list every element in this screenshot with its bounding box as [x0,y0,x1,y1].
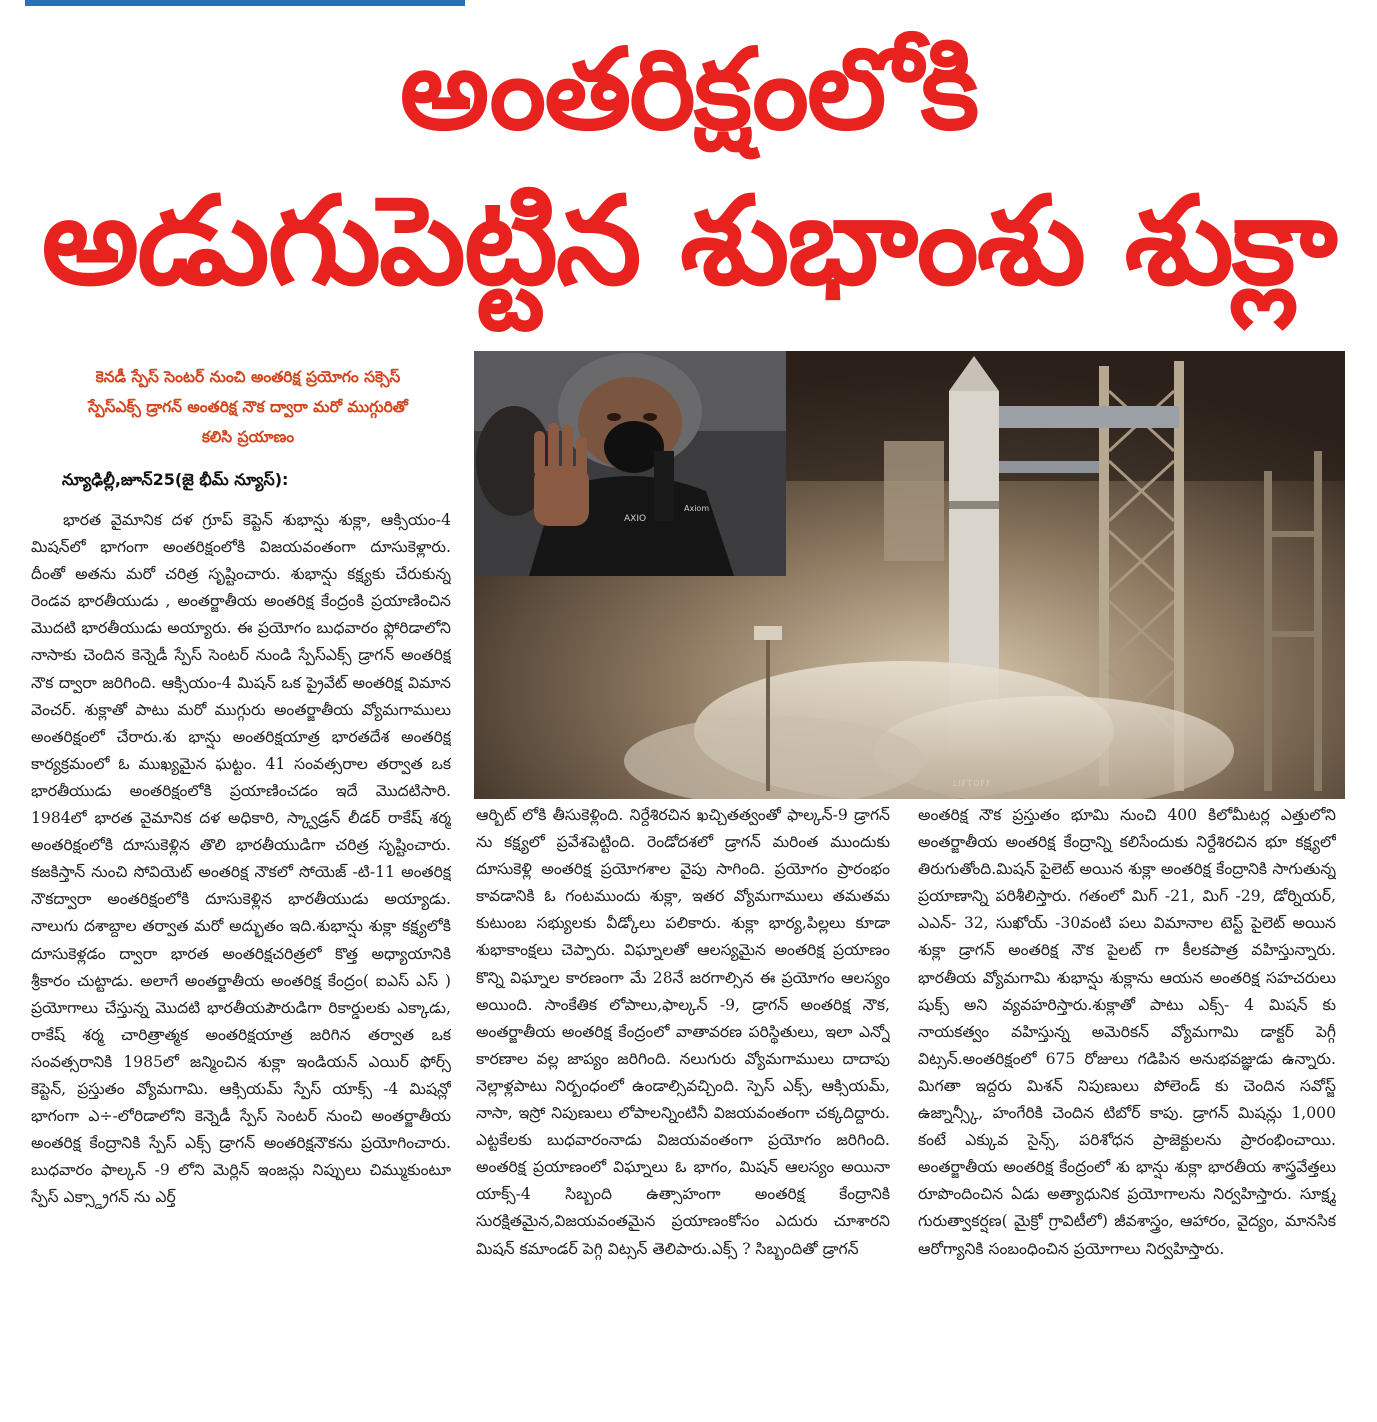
article-column-2 [476,802,890,1407]
svg-text:Axiom: Axiom [684,504,710,513]
astronaut-illustration [474,351,786,576]
sub-headline [28,362,468,452]
sub-headline-line-3: కలిసి ప్రయాణం [201,428,295,446]
masthead-strip [25,0,465,6]
sub-headline-line-2: స్పేస్ఎక్స్ డ్రాగన్ అంతరిక్ష నౌక ద్వారా మరో ముగ్గురితో [88,398,408,416]
article-column-3-text: అంతరిక్ష నౌక ప్రస్తుతం భూమి నుంచి 400 కిలోమీటర్ల ఎత్తులోని అంతర్జాతీయ అంతరిక్ష కేంద్రాన్ని కలిసేందుకు నిర్దేశిరచిన భూ కక్ష్యలో తిరుగుతోంది.మిషన్ పైలెట్ అయిన శుక్లా అంతరిక్ష కేంద్రానికి సాగుతున్న ప్రయాణాన్ని పరిశీలిస్తారు. గతంలో మిగ్ -21, మిగ్ -29, డోర్నియర్, ఎఎన్- 32, సుఖోయ్ -30వంటి పలు విమానాల టెస్ట్ పైలెట్ అయిన శుక్లా డ్రాగన్ అంతరిక్ష నౌక పైలట్ గా కీలకపాత్ర వహిస్తున్నారు. భారతీయ వ్యోమగామి శుభాన్షు శుక్లాను ఆయన అంతరిక్ష సహచరులు షుక్స్ అని వ్యవహరిస్తారు.శుక్లాతో పాటు ఎక్స్- 4 మిషన్ కు నాయకత్వం వహిస్తున్న అమెరికన్ వ్యోమగామి డాక్టర్ పెగ్గీ విట్సన్.అంతరిక్షంలో 675 రోజులు గడిపిన అనుభవజ్ఞుడు ఉన్నారు. మిగతా ఇద్దరు మిశన్ నిపుణులు పోలెండ్ కు చెందిన సవోస్జ్ ఉజ్నాన్స్కీ, హంగేరికి చెందిన టిబోర్ కాపు. డ్రాగన్ మిషన్లు 1,000 కంటే ఎక్కువ సైన్స్, పరిశోధన ప్రాజెక్టులను ప్రారంభించాయి. అంతర్జాతీయ అంతరిక్ష కేంద్రంలో శు భాన్షు శుక్లా భారతీయ శాస్త్రవేత్తలు రూపొందించిన ఏడు అత్యాధునిక ప్రయోగాలను నిర్వహిస్తారు. సూక్ష్మ గురుత్వాకర్షణ( మైక్రో గ్రావిటీలో) జీవశాస్త్రం, ఆహారం, వైద్యం, మానసిక ఆరోగ్యానికి సంబంధించిన ప్రయోగాలు నిర్వహిస్తారు. [918,806,1336,1258]
headline-line-1: అంతరిక్షంలోకి [399,25,978,155]
astronaut-portrait-photo [474,351,786,576]
dateline: న్యూఢిల్లీ,జూన్25(జై భీమ్ న్యూస్): [62,470,289,489]
article-column-1-text: భారత వైమానిక దళ గ్రూప్ కెప్టెన్ శుభాన్షు శుక్లా, ఆక్సియం-4 మిషన్‌లో భాగంగా అంతరిక్షంలోకి విజయవంతంగా దూసుకెళ్లారు. దీంతో అతను మరో చరిత్ర సృష్టించారు. శుభాన్షు కక్ష్యకు చేరుకున్న రెండవ భారతీయుడు , అంతర్జాతీయ అంతరిక్ష కేంద్రంకి ప్రయాణించిన మొదటి భారతీయుడు అయ్యారు. ఈ ప్రయోగం బుధవారం ఫ్లోరిడాలోని నాసాకు చెందిన కెన్నెడీ స్పేస్ సెంటర్ నుండి స్పేస్ఎక్స్ డ్రాగన్ అంతరిక్ష నౌక ద్వారా జరిగింది. ఆక్సియం-4 మిషన్ ఒక ప్రైవేట్ అంతరిక్ష విమాన వెంచర్. శుక్లాతో పాటు మరో ముగ్గురు అంతర్జాతీయ వ్యోమగాములు అంతరిక్షంలో చేరారు.శు భాన్షు అంతరిక్షయాత్ర భారతదేశ అంతరిక్ష కార్యక్రమంలో ఓ ముఖ్యమైన ఘట్టం. 41 సంవత్సరాల తర్వాత ఒక భారతీయుడు అంతరిక్షంలోకి ప్రయాణించడం ఇదే మొదటిసారి. 1984లో భారత వైమానిక దళ అధికారి, స్క్వాడ్రన్ లీడర్ రాకేష్ శర్మ అంతరిక్షంలోకి దూసుకెళ్లిన తొలి భారతీయుడిగా చరిత్ర సృష్టించారు. కజకిస్తాన్ నుంచి సోవియెట్ అంతరిక్ష నౌకలో సోయెజ్ -టి-11 అంతరిక్ష నౌకద్వారా అంతరిక్షంలోకి దూసుకెళ్లిన భారతీయుడు అయ్యాడు. నాలుగు దశాబ్దాల తర్వాత మరో అద్భుతం ఇది.శుభాన్షు శుక్లా కక్ష్యలోకి దూసుకెళ్లడం ద్వారా భారత అంతరిక్షచరిత్రలో కొత్త అధ్యాయానికి శ్రీకారం చుట్టాడు. అలాగే అంతర్జాతీయ అంతరిక్ష కేంద్రం( ఐఎస్ ఎస్ ) ప్రయోగాలు చేస్తున్న మొదటి భారతీయపౌరుడిగా రికార్డులకు ఎక్కాడు, రాకేష్ శర్మ చారిత్రాత్మక అంతరిక్షయాత్ర జరిగిన తర్వాత ఒక సంవత్సరానికి 1985లో జన్మించిన శుక్లా ఇండియన్ ఎయిర్ ఫోర్స్ కెప్టెన్, ప్రస్తుతం వ్యోమగామి. ఆక్సియమ్ స్పేస్ యాక్స్ -4 మిషన్లో భాగంగా ఎ÷-లోరిడాలోని కెన్నెడీ స్పేస్ సెంటర్ నుంచి అంతర్జాతీయ అంతరిక్ష కేంద్రానికి స్పేస్ ఎక్స్ డ్రాగన్ అంతరిక్షనౌకను ప్రయోగించారు. బుధవారం ఫాల్కన్ -9 లోని మెర్లిన్ ఇంజన్లు నిప్పులు చిమ్ముకుంటూ స్పేస్ ఎక్స్డ్రాగన్ ను ఎర్త్ [31,511,451,1207]
article-column-1 [31,507,451,1407]
sub-headline-line-1: కెనడీ స్పేస్ సెంటర్ నుంచి అంతరిక్ష ప్రయోగం సక్సెస్ [95,368,401,386]
headline-line-2: అడుగుపెట్టిన శుభాంశు శుక్లా [41,170,1336,312]
article-column-2-text: ఆర్బిట్ లోకి తీసుకెళ్లింది. నిర్దేశిరచిన ఖచ్చితత్వంతో ఫాల్కన్-9 డ్రాగన్ ను కక్ష్యలో ప్రవేశపెట్టింది. రెండోదశలో డ్రాగన్ మరింత ముందుకు దూసుకెళ్లి అంతరిక్ష ప్రయోగశాల వైపు సాగింది. ప్రయోగం ప్రారంభం కావడానికి ఓ గంటముందు శుక్లా, ఇతర వ్యోమగాములు తమతమ కుటుంబ సభ్యులకు వీడ్కోలు పలికారు. శుక్లా భార్య,పిల్లలు కూడా శుభాకాంక్షలు చెప్పారు. విఘ్నాలతో ఆలస్యమైన అంతరిక్ష ప్రయాణం కొన్ని విఘ్నాల కారణంగా మే 28నే జరగాల్సిన ఈ ప్రయోగం ఆలస్యం అయింది. సాంకేతిక లోపాలు,ఫాల్కన్ -9, డ్రాగన్ అంతరిక్ష నౌక, అంతర్జాతీయ అంతరిక్ష కేంద్రంలో వాతావరణ పరిస్థితులు, ఇలా ఎన్నో కారణాల వల్ల జాప్యం జరిగింది. నలుగురు వ్యోమగాములు దాదాపు నెల్లాళ్లపాటు నిర్బంధంలో ఉండాల్సివచ్చింది. స్పెస్ ఎక్స్, ఆక్సియమ్, నాసా, ఇస్రో నిపుణులు లోపాలన్నింటినీ విజయవంతంగా చక్కదిద్దారు. ఎట్టకేలకు బుధవారంనాడు విజయవంతంగా ప్రయోగం జరిగింది. అంతరిక్ష ప్రయాణంలో విఘ్నాలు ఓ భాగం, మిషన్ ఆలస్యం అయినా యాక్స్-4 సిబ్బంది ఉత్సాహంగా అంతరిక్ష కేంద్రానికి సురక్షితమైన,విజయవంతమైన ప్రయాణంకోసం ఎదురు చూశారని మిషన్ కమాండర్ పెగ్గి విట్సన్ తెలిపారు.ఎక్స్ ? సిబ్బందితో డ్రాగన్ [476,806,890,1258]
article-column-3 [918,802,1336,1407]
svg-text:AXIO: AXIO [624,514,647,524]
liftoff-label: LIFTOFF [953,779,992,788]
